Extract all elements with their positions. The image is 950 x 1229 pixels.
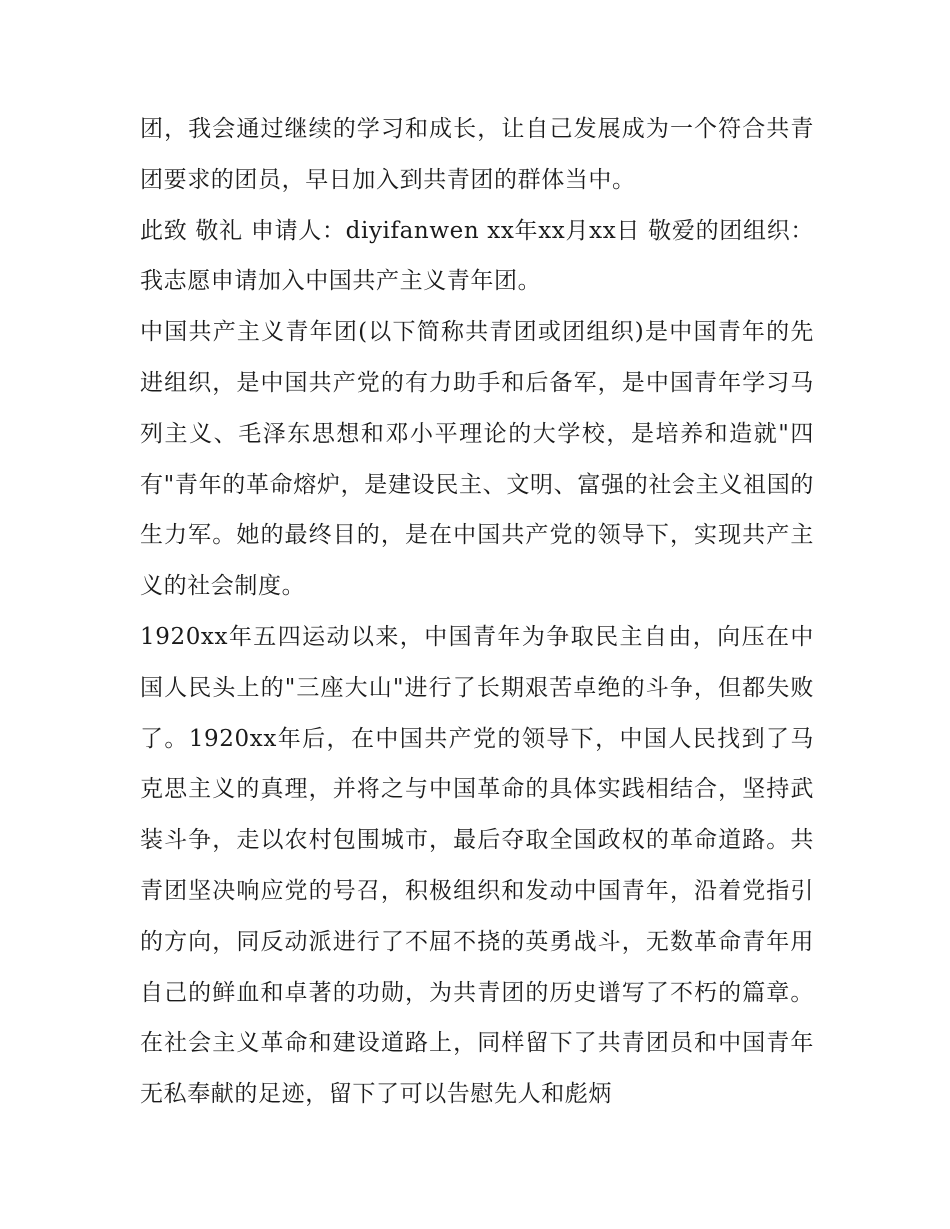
paragraph-closing-of-previous-letter: 团，我会通过继续的学习和成长，让自己发展成为一个符合共青团要求的团员，早日加入到共青团的群体当中。 — [140, 116, 814, 193]
document-body — [140, 104, 814, 1120]
paragraph-signature-and-new-letter: 此致 敬礼 申请人：diyifanwen xx年xx月xx日 敬爱的团组织： 我志愿申请加入中国共产主义青年团。 — [140, 217, 814, 295]
paragraph-league-introduction: 中国共产主义青年团(以下简称共青团或团组织)是中国青年的先进组织，是中国共产党的有力助手和后备军，是中国青年学习马列主义、毛泽东思想和邓小平理论的大学校，是培养和造就"四有"青年的革命熔炉，是建设民主、文明、富强的社会主义祖国的生力军。她的最终目的，是在中国共产党的领导下，实现共产主义的社会制度。 — [140, 319, 814, 600]
paragraph-league-history: 1920xx年五四运动以来，中国青年为争取民主自由，向压在中国人民头上的"三座大山"进行了长期艰苦卓绝的斗争，但都失败了。1920xx年后，在中国共产党的领导下，中国人民找到了马克思主义的真理，并将之与中国革命的具体实践相结合，坚持武装斗争，走以农村包围城市，最后夺取全国政权的革命道路。共青团坚决响应党的号召，积极组织和发动中国青年，沿着党指引的方向，同反动派进行了不屈不挠的英勇战斗，无数革命青年用自己的鲜血和卓著的功勋，为共青团的历史谱写了不朽的篇章。在社会主义革命和建设道路上，同样留下了共青团员和中国青年无私奉献的足迹，留下了可以告慰先人和彪炳 — [140, 623, 814, 1108]
